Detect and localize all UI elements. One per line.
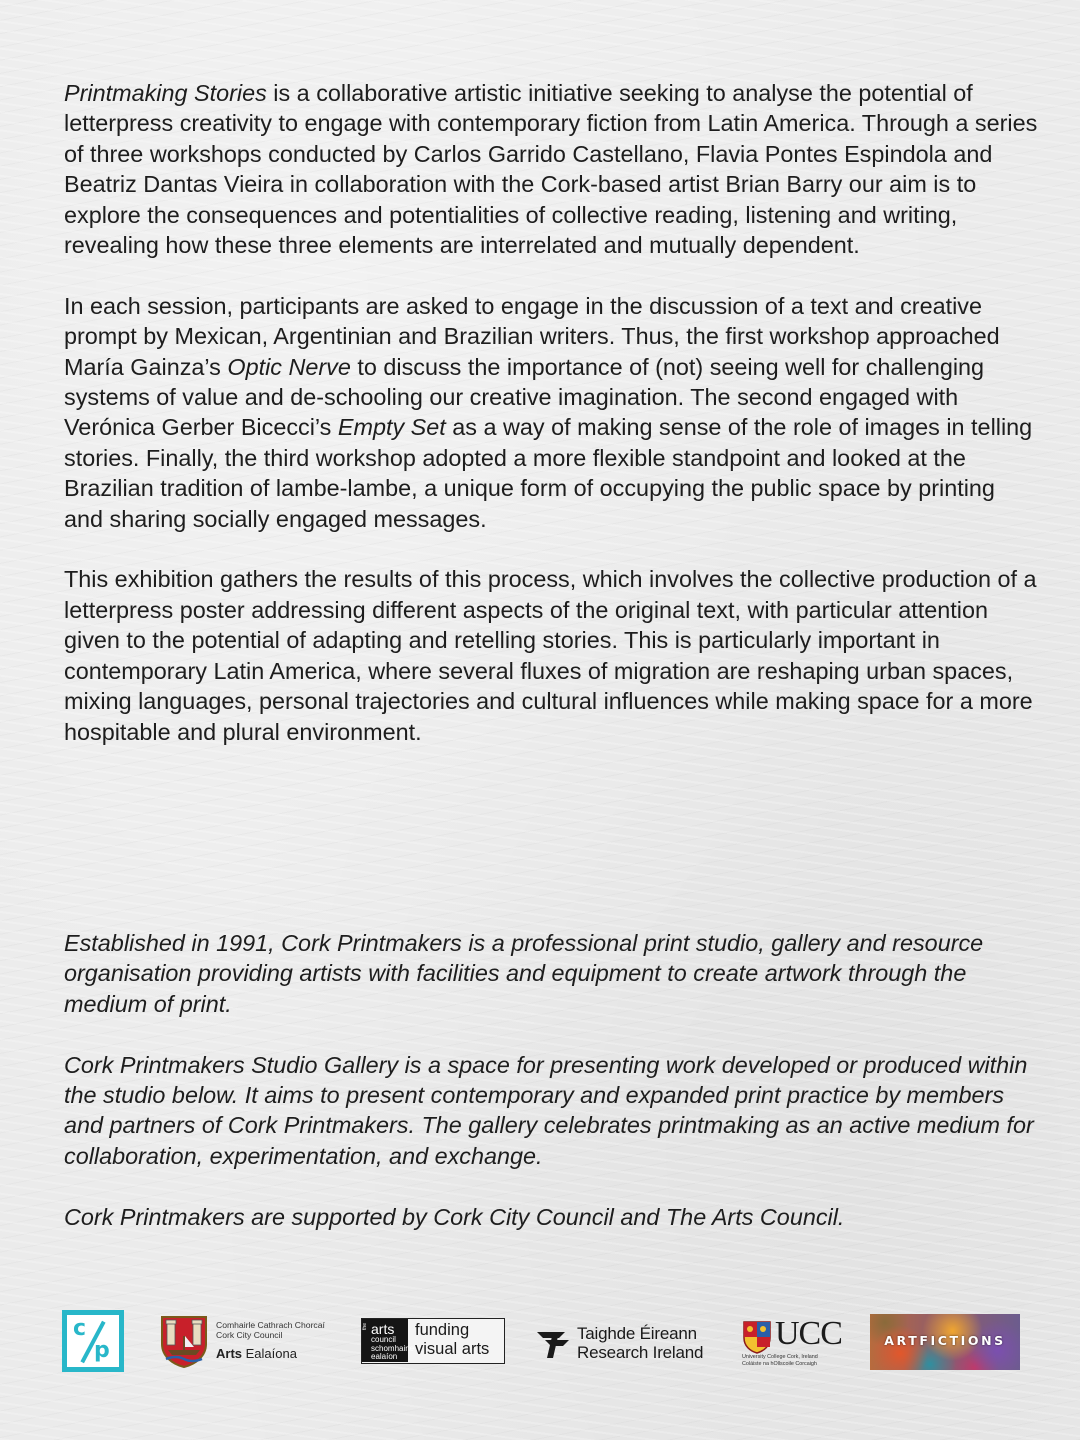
arts-council-funding-logo	[361, 1318, 505, 1364]
sessions-paragraph	[64, 291, 1039, 534]
ucc-english-name: University College Cork, Ireland	[742, 1354, 818, 1360]
exhibition-description	[64, 78, 1039, 747]
sessions-text-2: to discuss the importance of (not) seeing well for challenging systems of value and de-schooling our creative imagination. The second engaged with Verónica Gerber Bicecci’s	[64, 353, 985, 441]
ucc-logo	[742, 1315, 844, 1370]
ucc-subtitle	[742, 1354, 818, 1367]
about-cork-printmakers	[64, 928, 1039, 1232]
cork-council-english-name: Cork City Council	[216, 1330, 283, 1340]
artfictions-logo	[870, 1314, 1020, 1370]
taighde-eireann-line: Taighde Éireann	[577, 1324, 697, 1343]
cork-city-council-names	[216, 1320, 325, 1340]
sessions-text-3: as a way of making sense of the role of images in telling stories. Finally, the third workshop adopted a more flexible standpoint and looked at the Brazilian tradition of lambe-lambe, a unique form of occupying the public space by printing and sharing socially engaged messages.	[64, 414, 1033, 532]
arts-council-mark	[362, 1319, 415, 1362]
cork-arts-label	[216, 1347, 297, 1361]
project-title: Printmaking Stories	[64, 80, 267, 106]
about-paragraph-gallery: Cork Printmakers Studio Gallery is a space for presenting work developed or produced within the studio below. It aims to present contemporary and expanded print practice by members and partners of Cork Printmakers. The gallery celebrates printmaking as an active medium for collaboration, experimentation, and exchange.	[64, 1051, 1034, 1169]
funding-line: funding	[415, 1321, 470, 1339]
cork-council-irish-name: Comhairle Cathrach Chorcaí	[216, 1320, 325, 1330]
research-ireland-line: Research Ireland	[577, 1343, 704, 1362]
arts-council-word-ealaion: ealaíon	[371, 1352, 398, 1361]
cork-arts-bold: Arts	[216, 1346, 243, 1361]
ucc-irish-name: Coláiste na hOllscoile Corcaigh	[742, 1360, 817, 1367]
about-paragraph-established: Established in 1991, Cork Printmakers is a professional print studio, gallery and resource organisation providing artists with facilities and equipment to create artwork through the medium of print.	[64, 930, 984, 1017]
research-ireland-logo	[535, 1324, 720, 1364]
cork-crest-icon	[158, 1314, 210, 1368]
cork-printmakers-logo-c: c	[73, 1316, 87, 1341]
about-paragraph-support: Cork Printmakers are supported by Cork City Council and The Arts Council.	[64, 1203, 845, 1230]
cork-printmakers-logo-p: p	[94, 1338, 110, 1363]
funding-visual-arts-text	[415, 1321, 489, 1359]
ucc-crest-icon	[742, 1320, 772, 1354]
cork-arts-irish: Ealaíona	[242, 1346, 297, 1361]
sponsor-logos	[62, 1310, 1020, 1374]
research-ireland-names	[577, 1324, 703, 1362]
exhibition-paragraph: This exhibition gathers the results of this process, which involves the collective production of a letterpress poster addressing different aspects of the original text, with particular attention given to the potential of adapting and retelling stories. This is particularly important in contemporary Latin America, where several fluxes of migration are reshaping urban spaces, mixing languages, personal trajectories and cultural influences while making space for a more hospitable and plural environment.	[64, 566, 1037, 745]
artfictions-wordmark: ARTFICTIONS	[884, 1333, 1006, 1348]
cork-printmakers-logo	[62, 1310, 124, 1372]
sessions-text-1: In each session, participants are asked to engage in the discussion of a text and creative prompt by Mexican, Argentinian and Brazilian writers. Thus, the first workshop approached María Gainza’s	[64, 292, 1000, 380]
ucc-wordmark: UCC	[775, 1315, 842, 1352]
arts-council-subtext	[371, 1336, 414, 1362]
research-ireland-mark-icon	[535, 1326, 571, 1360]
arts-council-word-council: council	[371, 1335, 396, 1344]
cork-city-council-logo	[158, 1314, 348, 1370]
intro-text: is a collaborative artistic initiative seeking to analyse the potential of letterpress creativity to engage with contemporary fiction from Latin America. Through a series of three workshops conducted by Carlos Garrido Castellano, Flavia Pontes Espindola and Beatriz Dantas Vieira in collaboration with the Cork-based artist Brian Barry our aim is to explore the consequences and potentialities of collective reading, listening and writing, revealing how these three elements are interrelated and mutually dependent.	[64, 80, 1038, 259]
book-title-optic-nerve: Optic Nerve	[227, 353, 351, 380]
arts-council-word-schomhairle: schomhairle	[371, 1343, 415, 1353]
book-title-empty-set: Empty Set	[337, 414, 446, 441]
arts-council-side-text: the	[362, 1323, 368, 1330]
intro-paragraph	[64, 78, 1039, 260]
visual-arts-line: visual arts	[415, 1340, 490, 1358]
arts-council-word-arts: arts	[371, 1321, 395, 1337]
